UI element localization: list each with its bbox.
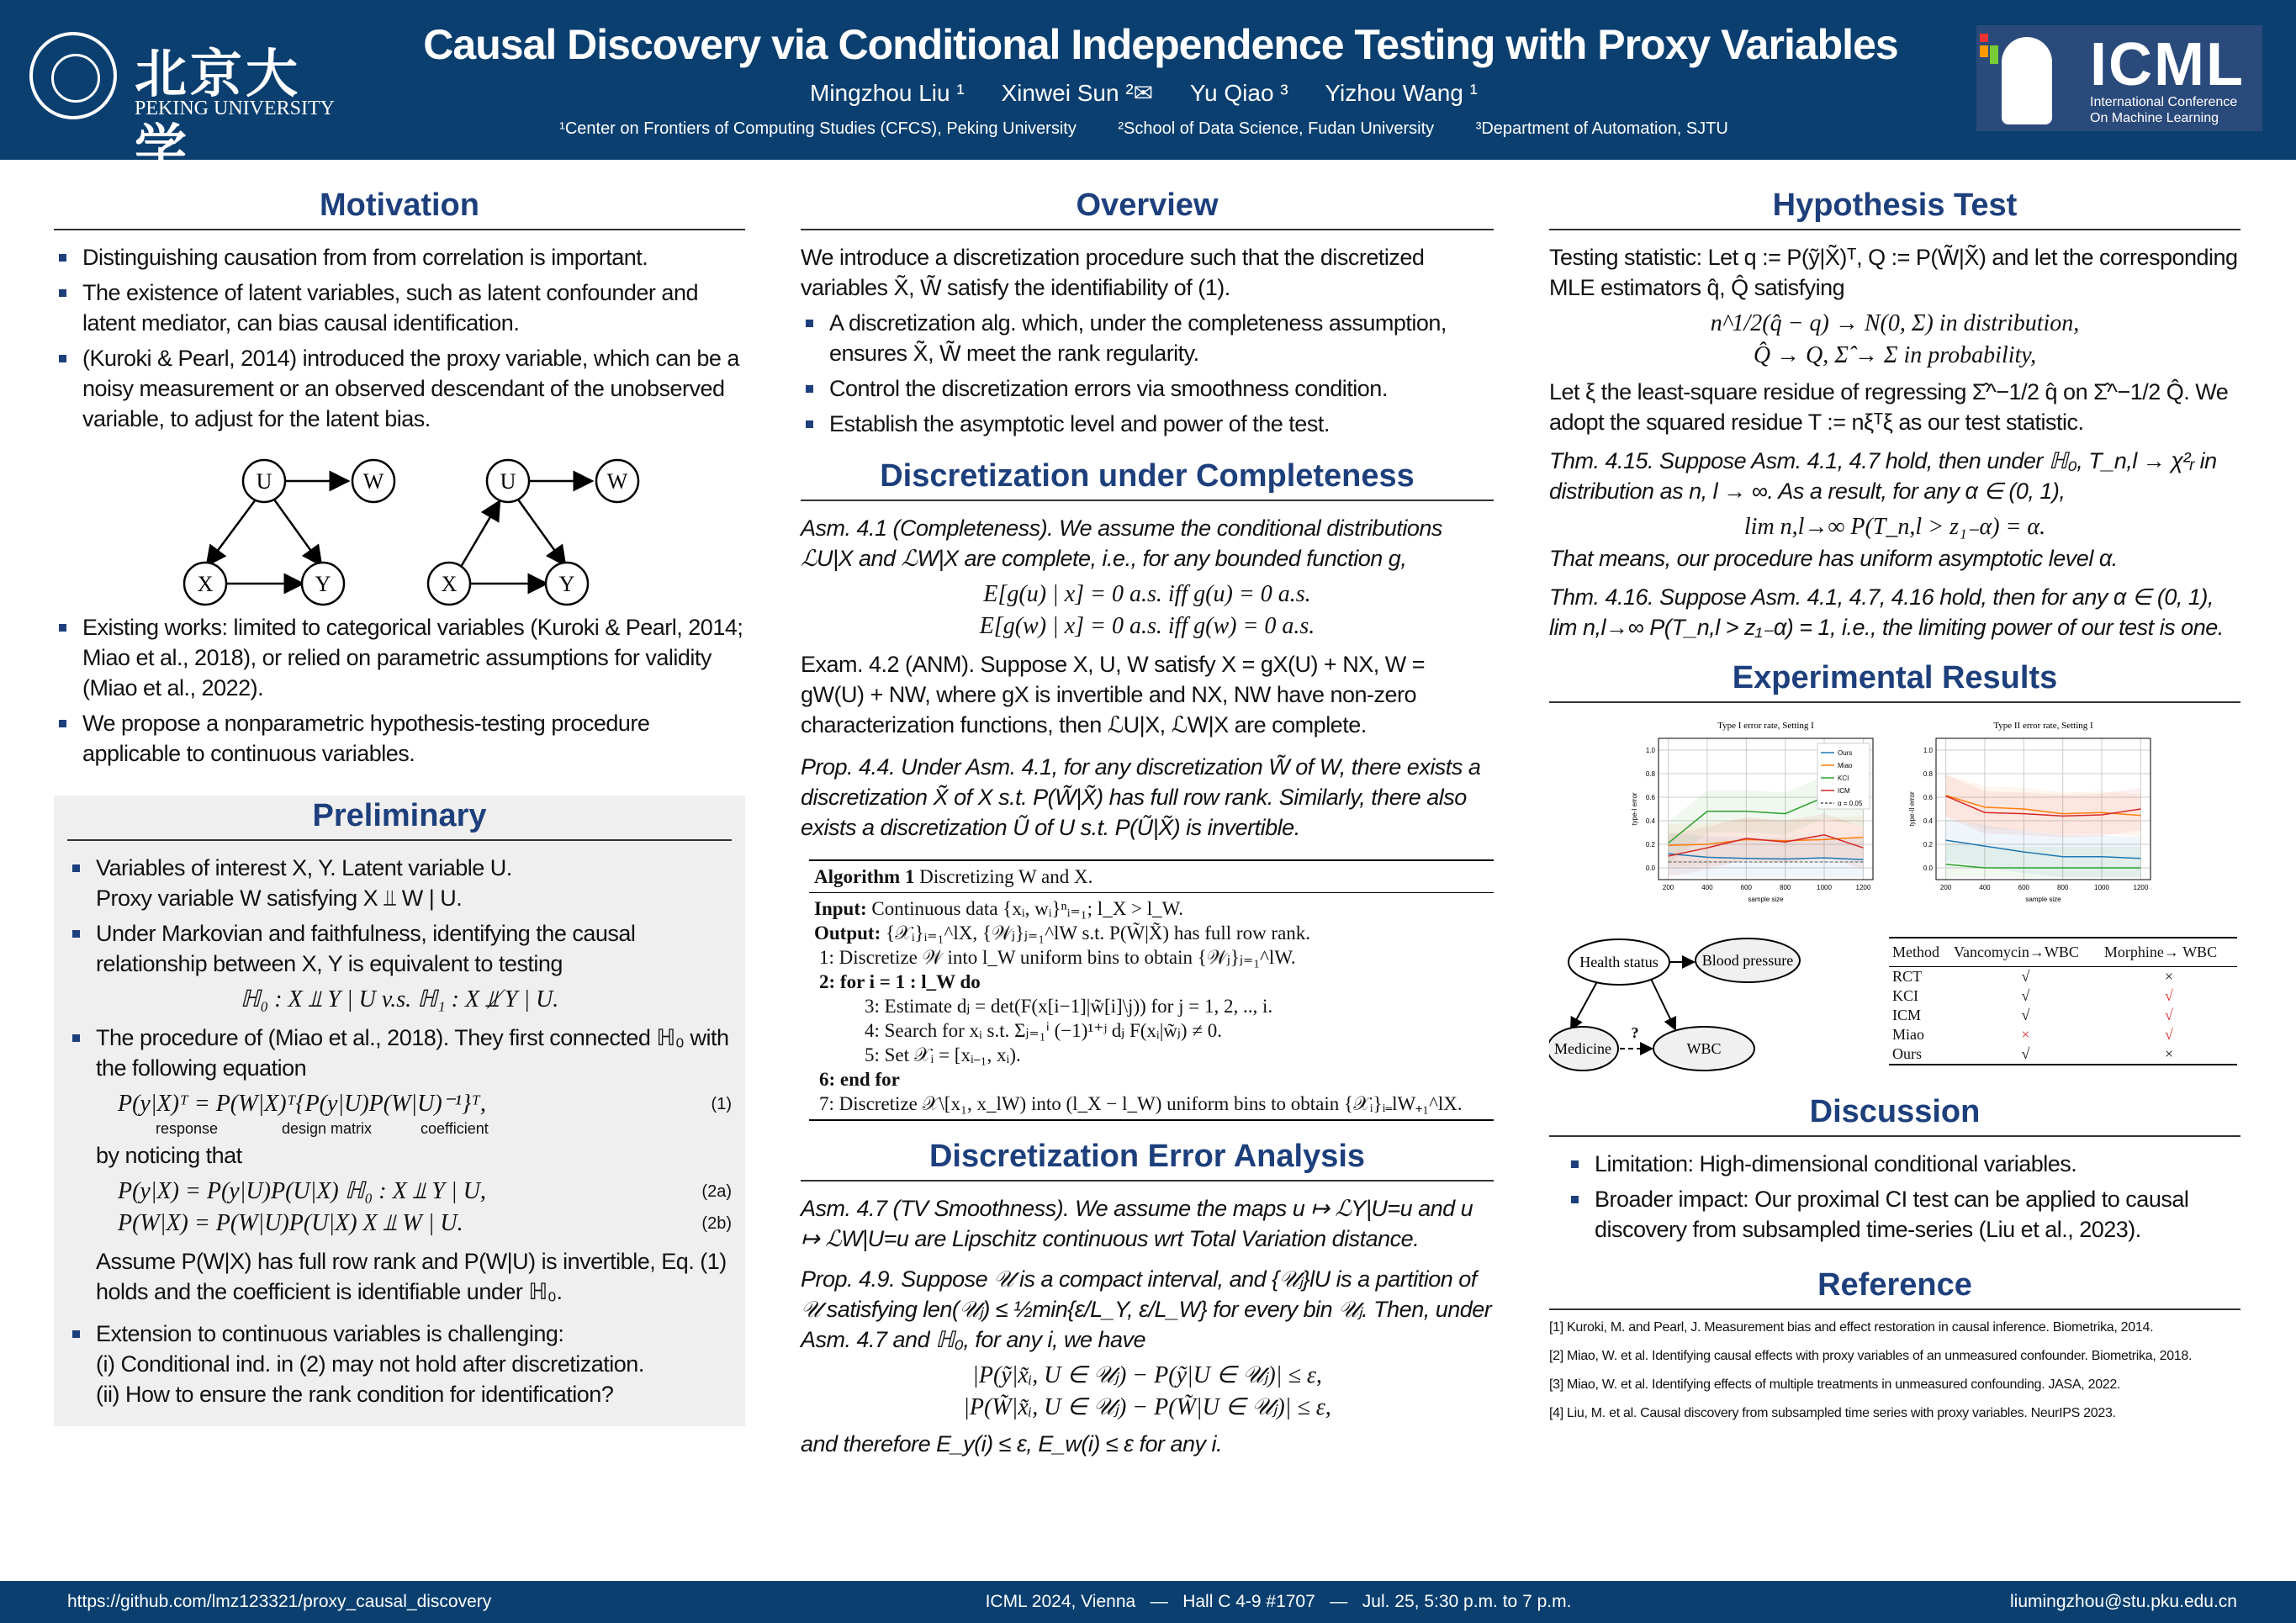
y-tick-label: 0.8 [1645,770,1655,778]
bullet: The existence of latent variables, such as latent confounder and latent mediator, can bias causal identification. [54,278,745,338]
chart-title: Type II error rate, Setting I [1993,721,2093,731]
poster-title: Causal Discovery via Conditional Independence Testing with Proxy Variables [423,21,1898,68]
proposition-4-9: Prop. 4.9. Suppose 𝒰 is a compact interval, and {𝒰ⱼ}lU is a partition of 𝒰 satisfying len(𝒰ⱼ) ≤ ½min{ε/L_Y, ε/L_W} for every bin 𝒰ⱼ. Then, under Asm. 4.7 and ℍ₀, for any i, we have [801,1266,1492,1352]
icml-logo [1976,25,2262,131]
x-axis-label: sample size [1748,896,1784,903]
section-title: Reference [1549,1266,2240,1310]
reference-item: [4] Liu, M. et al. Causal discovery from subsampled time series with proxy variables. NeurIPS 2023. [1549,1406,2116,1420]
github-link[interactable]: https://github.com/lmz123321/proxy_causal_discovery [67,1592,492,1611]
algorithm-output [814,921,1489,945]
table-cell: Miao [1892,1026,1924,1043]
y-tick-label: 0.4 [1645,817,1655,825]
bullet: Distinguishing causation from from correlation is important. [54,242,745,272]
column-header: Method [1889,938,1950,967]
table-cell: √ [2165,1026,2173,1043]
table-cell: × [2164,968,2174,985]
equation: E[g(u) | x] = 0 a.s. iff g(u) = 0 a.s. [983,581,1311,607]
equation: |P(W̃|x̃ᵢ, U ∈ 𝒰ⱼ) − P(W̃|U ∈ 𝒰ⱼ)| ≤ ε, [963,1394,1331,1420]
section-title: Hypothesis Test [1549,187,2240,230]
left-column [54,187,745,1426]
hypothesis-test-section [1549,187,2240,648]
author-list [370,79,1918,107]
charts-area [1549,715,2240,920]
dag-label: ? [1631,1024,1639,1041]
preliminary-section [54,796,745,1426]
label: Output: [814,923,881,944]
icml-pixel-icon [1980,45,1988,57]
pku-logo-english: PEKING UNIVERSITY [135,98,335,119]
affiliation: ¹Center on Frontiers of Computing Studies (CFCS), Peking University [559,119,1077,138]
equation-2 [67,1176,732,1240]
equation: Q̂ → Q, Σ̂ → Σ in probability, [1753,342,2037,368]
type1-error-chart [1616,715,1886,917]
equation-labels [156,1120,732,1140]
algorithm-name: Discretizing W and X. [919,866,1093,887]
label-coefficient: coefficient [421,1120,489,1137]
proxy-dag-diagrams [54,439,745,607]
example-4-2: Exam. 4.2 (ANM). Suppose X, U, W satisfy X = gX(U) + NX, W = gW(U) + NW, where gX is invertible and NX, NW have non-zero characterization functions, then ℒU|X, ℒW|X are complete. [801,652,1425,737]
table-row [1889,967,2237,987]
pku-logo [29,32,349,179]
section-title: Discretization under Completeness [801,457,1494,501]
table-cell: √ [2165,987,2173,1004]
results-table [1889,937,2237,1065]
dag-node-u: U [256,469,272,494]
table-row [1889,1044,2237,1064]
algorithm-step: 1: Discretize 𝒲 into l_W uniform bins to obtain {𝒲ⱼ}ⱼ₌₁^lW. [819,947,1296,968]
poster-footer [0,1581,2296,1623]
equation-1 [67,1088,732,1140]
theorem-4-16: Thm. 4.16. Suppose Asm. 4.1, 4.7, 4.16 hold, then for any α ∈ (0, 1), lim n,l→∞ P(T_n,l > z₁₋α) = 1, i.e., the limiting power of our test is one. [1549,584,2224,640]
affiliation: ³Department of Automation, SJTU [1475,119,1728,138]
legend-label: ICM [1838,787,1850,795]
bullet: Under Markovian and faithfulness, identifying the causal relationship between X, Y is equivalent to testing [67,918,732,979]
y-tick-label: 0.6 [1645,794,1655,801]
table-row [1889,986,2237,1006]
section-title: Preliminary [67,797,732,841]
table-cell: ICM [1892,1007,1922,1023]
column-header: Vancomycin→WBC [1950,938,2101,967]
discussion-section [1549,1093,2240,1250]
equation: |P(ỹ|x̃ᵢ, U ∈ 𝒰ⱼ) − P(ỹ|U ∈ 𝒰ⱼ)| ≤ ε, [972,1362,1322,1388]
x-tick-label: 600 [1740,884,1752,891]
legend-label: α = 0.05 [1838,800,1863,807]
reference-item: [1] Kuroki, M. and Pearl, J. Measurement bias and effect restoration in causal inference. Biometrika, 2014. [1549,1320,2154,1335]
affiliations [370,119,1918,139]
x-tick-label: 1000 [1817,884,1832,891]
icml-sub-line: On Machine Learning [2090,111,2219,125]
algorithm-box [809,859,1494,1121]
section-title: Overview [801,187,1494,230]
reference-item: [2] Miao, W. et al. Identifying causal effects with proxy variables of an unmeasured confounder. Biometrika, 2018. [1549,1349,2193,1363]
bullet: (Kuroki & Pearl, 2014) introduced the proxy variable, which can be a noisy measurement or an observed descendant of the unobserved variable, to adjust for the latent bias. [54,343,745,434]
x-tick-label: 800 [1780,884,1791,891]
text: by noticing that [96,1143,242,1168]
dag-label: Medicine [1554,1040,1611,1057]
x-tick-label: 400 [1701,884,1713,891]
algorithm-step: 5: Set 𝒳ᵢ = [xᵢ₋₁, xᵢ). [865,1044,1021,1065]
theorem-4-15: Thm. 4.15. Suppose Asm. 4.1, 4.7 hold, then under ℍ₀, T_n,l → χ²ᵣ in distribution as n, l → ∞. As a result, for any α ∈ (0, 1), [1549,448,2217,504]
icml-logo-subtitle [2090,94,2237,126]
bullet: Broader impact: Our proximal CI test can be applied to causal discovery from subsampled time-series (Liu et al., 2023). [1566,1184,2240,1245]
type2-error-chart [1894,715,2163,917]
equation: P(W|X) = P(W|U)P(U|X) X ⫫ W | U. [118,1210,463,1236]
y-tick-label: 0.4 [1923,817,1933,825]
reference-item: [3] Miao, W. et al. Identifying effects of multiple treatments in unmeasured confounding. JASA, 2022. [1549,1377,2121,1392]
table-row [1889,1006,2237,1025]
bullet: Establish the asymptotic level and power of the test. [801,409,1494,439]
reference-section [1549,1266,2240,1428]
bullet: A discretization alg. which, under the completeness assumption, ensures X̃, W̃ meet the rank regularity. [801,308,1494,368]
bullet: Existing works: limited to categorical variables (Kuroki & Pearl, 2014; Miao et al., 2018), or relied on parametric assumptions for validity (Miao et al., 2022). [54,612,745,703]
author: Mingzhou Liu ¹ [810,80,965,106]
equation-number: (2b) [701,1213,732,1233]
text: (ii) How to ensure the rank condition for identification? [96,1382,614,1407]
x-tick-label: 1200 [1855,884,1871,891]
affiliation: ²School of Data Science, Fudan University [1118,119,1435,138]
pku-seal-icon [29,32,117,119]
real-data-area [1549,937,2240,1076]
error-analysis-section [801,1138,1494,1464]
y-tick-label: 0.8 [1923,770,1933,778]
x-tick-label: 1000 [2094,884,2109,891]
table-cell: KCI [1892,987,1918,1004]
equation: E[g(w) | x] = 0 a.s. iff g(w) = 0 a.s. [979,613,1315,639]
algorithm-step: 6: end for [819,1069,900,1090]
author: Yu Qiao ³ [1189,80,1288,106]
middle-column [801,187,1494,1464]
section-title: Motivation [54,187,745,230]
bullet: Limitation: High-dimensional conditional variables. [1566,1149,2240,1179]
assumption-4-7: Asm. 4.7 (TV Smoothness). We assume the maps u ↦ ℒY|U=u and u ↦ ℒW|U=u are Lipschitz continuous wrt Total Variation distance. [801,1196,1473,1251]
table-row [1889,1025,2237,1044]
text: Continuous data {xᵢ, wᵢ}ⁿᵢ₌₁; l_X > l_W. [871,898,1184,919]
x-tick-label: 600 [2018,884,2029,891]
icml-pixel-icon [1990,45,1998,64]
icml-pixel-icon [1980,34,1988,42]
bullet: Control the discretization errors via smoothness condition. [801,373,1494,404]
experimental-results-section [1549,659,2240,1076]
bullet: We propose a nonparametric hypothesis-testing procedure applicable to continuous variables. [54,708,745,769]
label-response: response [156,1120,219,1137]
y-tick-label: 0.0 [1923,864,1933,872]
confidence-band-kci [1946,843,2141,878]
text: Extension to continuous variables is challenging: [96,1321,564,1346]
dag-node-y: Y [558,572,575,596]
text: Variables of interest X, Y. Latent variable U. [96,855,512,880]
algorithm-title [809,861,1494,893]
author: Xinwei Sun ²✉ [1001,80,1154,106]
icml-sub-line: International Conference [2090,95,2238,109]
label: Input: [814,898,867,919]
algorithm-step: 3: Estimate dⱼ = det(F(x[i−1]|w̃[i]\j)) for j = 1, 2, .., i. [865,996,1273,1017]
completeness-section [801,457,1494,848]
equation-hypotheses: ℍ₀ : X ⫫ Y | U v.s. ℍ₁ : X ⫫̸ Y | U. [240,986,559,1012]
equation-number: (1) [711,1094,732,1113]
motivation-section [54,187,745,774]
algorithm-input [814,896,1489,921]
y-tick-label: 0.0 [1645,864,1655,872]
table-cell: RCT [1892,968,1923,985]
text: Assume P(W|X) has full row rank and P(W|U) is invertible, Eq. (1) holds and the coefficient is identifiable under ℍ₀. [96,1249,727,1304]
icml-head-icon [2002,37,2052,124]
y-axis-label: type-II error [1908,791,1916,827]
text: That means, our procedure has uniform asymptotic level α. [1549,546,2118,571]
section-title: Experimental Results [1549,659,2240,703]
y-tick-label: 0.2 [1923,841,1933,849]
y-tick-label: 0.6 [1923,794,1933,801]
table-cell: √ [2021,987,2030,1004]
section-title: Discussion [1549,1093,2240,1137]
column-header: Morphine→ WBC [2101,938,2237,967]
right-column [1549,187,2240,1428]
dag-label: WBC [1686,1040,1722,1057]
text: {𝒳ᵢ}ᵢ₌₁^lX, {𝒲ⱼ}ⱼ₌₁^lW s.t. P(W̃|X̃) has full row rank. [886,923,1311,944]
y-tick-label: 1.0 [1645,747,1655,754]
section-title: Discretization Error Analysis [801,1138,1494,1182]
legend-label: Ours [1838,749,1853,757]
equation: lim n,l→∞ P(T_n,l > z₁₋α) = α. [1743,514,2046,540]
table-cell: × [2164,1045,2174,1062]
medical-dag [1549,937,1877,1071]
text: (i) Conditional ind. in (2) may not hold after discretization. [96,1351,644,1377]
author: Yizhou Wang ¹ [1325,80,1478,106]
bullet [67,1319,732,1409]
x-tick-label: 1200 [2133,884,2149,891]
legend-label: KCI [1838,774,1849,782]
dag-label: Health status [1579,954,1659,970]
chart-title: Type I error rate, Setting I [1717,721,1814,731]
x-tick-label: 400 [1979,884,1991,891]
algorithm-step: 7: Discretize 𝒳\[x₁, x_lW) into (l_X − l_W) uniform bins to obtain {𝒳ᵢ}ᵢ₌lW₊₁^lX. [819,1093,1463,1114]
table-cell: × [2021,1026,2030,1043]
poster-header [0,0,2296,179]
y-tick-label: 1.0 [1923,747,1933,754]
dag-node-y: Y [315,572,331,596]
equation: P(y|X) = P(y|U)P(U|X) ℍ₀ : X ⫫ Y | U, [118,1178,486,1204]
dag-label: Blood pressure [1701,952,1794,969]
dag-node-u: U [500,469,516,494]
x-axis-label: sample size [2025,896,2061,903]
x-tick-label: 800 [2057,884,2069,891]
venue-info: ICML 2024, Vienna — Hall C 4-9 #1707 — Jul. 25, 5:30 p.m. to 7 p.m. [985,1592,1572,1611]
proposition-4-4: Prop. 4.4. Under Asm. 4.1, for any discretization W̃ of W, there exists a discretization X̃ of X s.t. P(W̃|X̃) has full row rank. Similarly, there also exists a discretization Ũ of U s.t. P(Ũ|X̃) is invertible. [801,754,1481,840]
pku-logo-chinese: 北京大学 [135,43,302,179]
bullet: The procedure of (Miao et al., 2018). They first connected ℍ₀ with the following equation [67,1023,732,1083]
equation: P(y|X)ᵀ = P(W|X)ᵀ{P(y|U)P(W|U)⁻¹}ᵀ, [118,1091,486,1117]
label-design-matrix: design matrix [282,1120,373,1137]
algorithm-step: 4: Search for xᵢ s.t. Σⱼ₌₁ⁱ (−1)¹⁺ʲ dⱼ F(xᵢ|w̃ⱼ) ≠ 0. [865,1020,1222,1041]
icml-logo-text: ICML [2090,31,2245,98]
legend-label: Miao [1838,762,1853,769]
y-axis-label: type-I error [1631,792,1638,826]
text: We introduce a discretization procedure such that the discretized variables X̃, W̃ satisfy the identifiability of (1). [801,245,1425,300]
table-cell: √ [2165,1007,2173,1023]
dag-node-w: W [606,469,628,494]
text: Let ξ the least-square residue of regressing Σ̂^−1/2 q̂ on Σ̂^−1/2 Q̂. We adopt the squared residue T := nξᵀξ as our test statistic. [1549,379,2229,435]
assumption-4-1: Asm. 4.1 (Completeness). We assume the conditional distributions ℒU|X and ℒW|X are complete, i.e., for any bounded function g, [801,515,1442,571]
dag-node-x: X [197,572,214,596]
bullet [67,853,732,913]
text: Testing statistic: Let q := P(ỹ|X̃)ᵀ, Q := P(W̃|X̃) and let the corresponding MLE estimators q̂, Q̂ satisfying [1549,245,2238,300]
x-tick-label: 200 [1939,884,1952,891]
text: and therefore E_y(i) ≤ ε, E_w(i) ≤ ε for any i. [801,1431,1223,1456]
table-cell: Ours [1892,1045,1922,1062]
dag-node-x: X [441,572,458,596]
table-cell: √ [2021,1007,2030,1023]
equation: n^1/2(q̂ − q) → N(0, Σ) in distribution, [1710,310,2080,336]
equation-number: (2a) [701,1182,732,1201]
algorithm-label: Algorithm 1 [814,866,915,887]
email-link[interactable]: liumingzhou@stu.pku.edu.cn [2010,1592,2237,1611]
table-cell: √ [2021,968,2030,985]
algorithm-step: 2: for i = 1 : l_W do [819,971,981,992]
dag-node-w: W [362,469,384,494]
text: Proxy variable W satisfying X ⫫ W | U. [96,886,463,911]
y-tick-label: 0.2 [1645,841,1655,849]
x-tick-label: 200 [1662,884,1674,891]
table-cell: √ [2021,1045,2030,1062]
overview-section [801,187,1494,444]
